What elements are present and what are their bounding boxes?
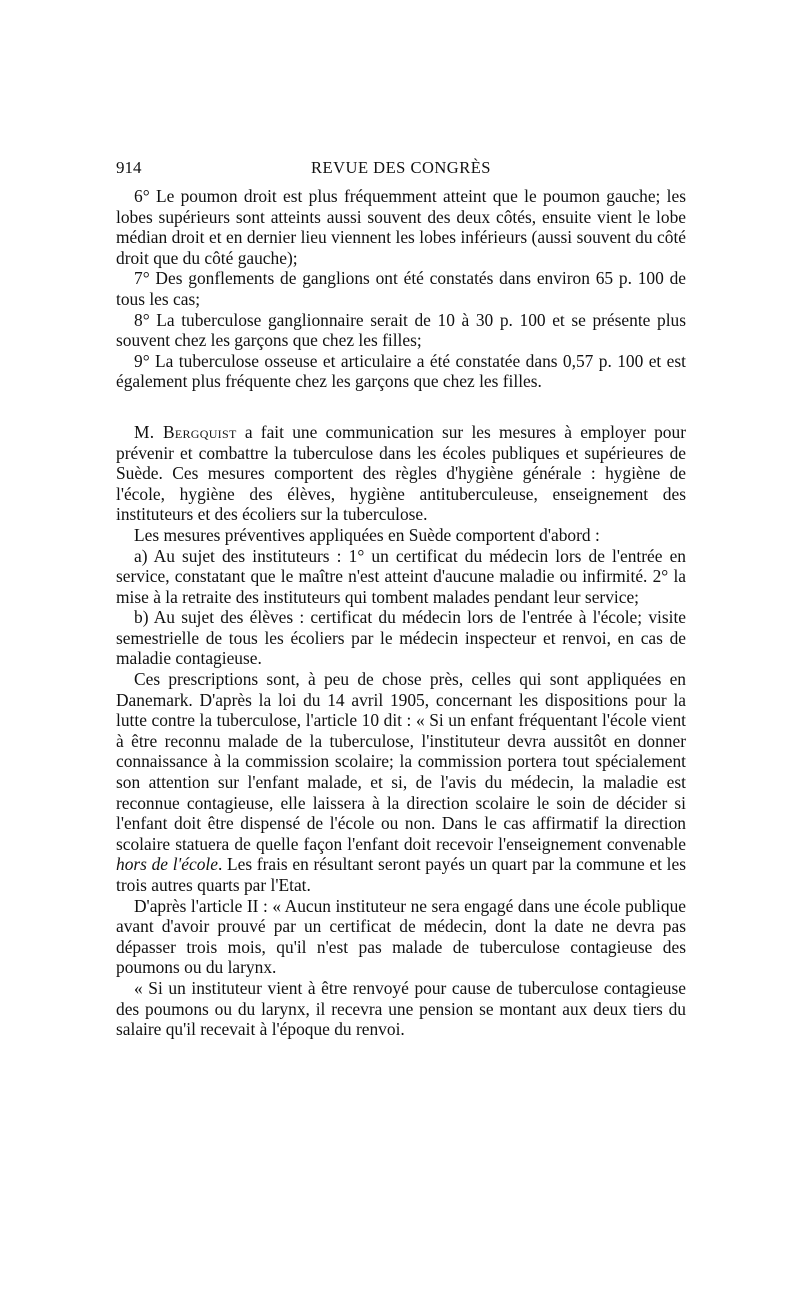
running-title: REVUE DES CONGRÈS: [311, 158, 491, 177]
bergquist-text: a fait une communication sur les mesures à employer pour prévenir et combattre la tuberculose dans les écoles publiques et supérieures de Suède. Ces mesures comportent des règles d'hygiène générale : hygiène de l'école, hygiène des élèves, hygiène antituberculeuse, enseignement des instituteurs et des écoliers sur la tuberculose.: [116, 421, 686, 525]
page-header: [116, 158, 686, 180]
page: [116, 158, 686, 1040]
author-name: M. Bergquist: [134, 421, 237, 442]
list-item-9: 9° La tuberculose osseuse et articulaire a été constatée dans 0,57 p. 100 et est également plus fréquente chez les garçons que chez les filles.: [116, 350, 686, 392]
list-item-6: 6° Le poumon droit est plus fréquemment atteint que le poumon gauche; les lobes supérieurs sont atteints aussi souvent des deux côtés, ensuite vient le lobe médian droit et en dernier lieu viennent les lobes inférieurs (aussi souvent du côté droit que du côté gauche);: [116, 186, 686, 268]
section-gap: [116, 392, 686, 422]
paragraph-teachers: a) Au sujet des instituteurs : 1° un certificat du médecin lors de l'entrée en service, constatant que le maître n'est atteint d'aucune maladie ou infirmité. 2° la mise à la retraite des instituteurs qui tombent malades pendant leur service;: [116, 545, 686, 607]
paragraph-measures: Les mesures préventives appliquées en Suède comportent d'abord :: [134, 524, 600, 545]
denmark-text-a: Ces prescriptions sont, à peu de chose près, celles qui sont appliquées en Danemark. D'après la loi du 14 avril 1905, concernant les dispositions pour la lutte contre la tuberculose, l'article 10 dit : « Si un enfant fréquentant l'école vient à être reconnu malade de la tuberculose, l'instituteur devra aussitôt en donner connaissance à la commission scolaire; la commission portera tout spécialement son attention sur l'enfant malade, et si, de l'avis du médecin, la maladie est reconnue contagieuse, elle laissera à la direction scolaire le soin de décider si l'enfant doit être dispensé de l'école ou non. Dans le cas affirmatif la direction scolaire statuera de quelle façon l'enfant doit recevoir l'enseignement convenable: [116, 669, 686, 854]
list-item-8: 8° La tuberculose ganglionnaire serait de 10 à 30 p. 100 et se présente plus souvent chez les garçons que chez les filles;: [116, 309, 686, 351]
denmark-text-b: . Les frais en résultant seront payés un quart par la commune et les trois autres quarts par l'Etat.: [116, 854, 686, 895]
page-number: 914: [116, 158, 142, 177]
denmark-emphasis: hors de l'école: [116, 854, 218, 875]
bergquist-paragraph: [116, 422, 686, 525]
paragraph-article-ii: D'après l'article II : « Aucun instituteur ne sera engagé dans une école publique avant d'avoir prouvé par un certificat de médecin, dont la date ne devra pas dépasser trois mois, qu'il n'est pas malade de tuberculose contagieuse des poumons ou du larynx.: [116, 895, 686, 978]
list-item-7: 7° Des gonflements de ganglions ont été constatés dans environ 65 p. 100 de tous les cas;: [116, 268, 686, 309]
paragraph-denmark: [116, 669, 686, 896]
paragraph-pension: « Si un instituteur vient à être renvoyé pour cause de tuberculose contagieuse des poumons ou du larynx, il recevra une pension se montant aux deux tiers du salaire qu'il recevait à l'époque du renvoi.: [116, 977, 686, 1040]
paragraph-pupils: b) Au sujet des élèves : certificat du médecin lors de l'entrée à l'école; visite semestrielle de tous les écoliers par le médecin inspecteur et renvoi, en cas de maladie contagieuse.: [116, 607, 686, 669]
